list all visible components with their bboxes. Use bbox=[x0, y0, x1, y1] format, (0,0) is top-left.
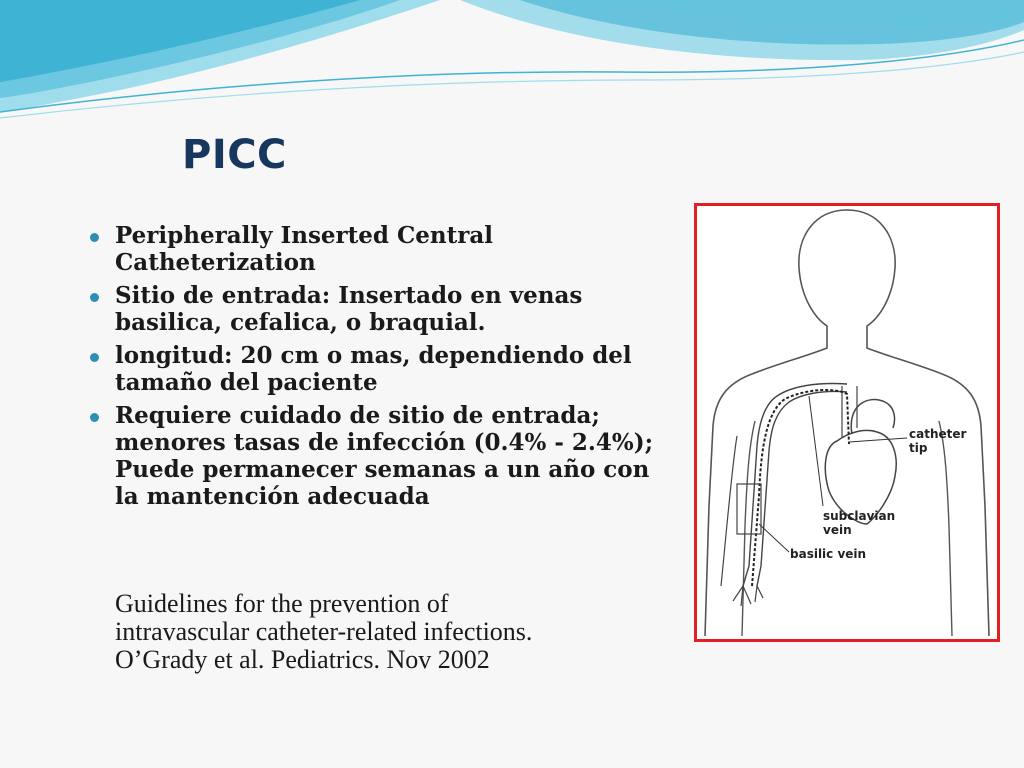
head-outline-right bbox=[847, 210, 989, 636]
bullet-text: Requiere cuidado de sitio de entrada; menores tasas de infección (0.4% - 2.4%); Puede permanecer semanas a un año con la mantención adecuada bbox=[115, 402, 654, 510]
reference-citation bbox=[115, 590, 675, 674]
left-arm-contour bbox=[742, 421, 755, 636]
right-arm-contour bbox=[939, 421, 952, 636]
bullet-dot-icon bbox=[90, 293, 99, 302]
bullet-item bbox=[90, 282, 680, 336]
reference-line: Guidelines for the prevention of bbox=[115, 589, 449, 618]
bullet-dot-icon bbox=[90, 233, 99, 242]
bullet-item bbox=[90, 222, 680, 276]
picc-anatomy-figure bbox=[694, 203, 1000, 642]
bullet-item bbox=[90, 342, 680, 396]
bullet-text: longitud: 20 cm o mas, dependiendo del tamaño del paciente bbox=[115, 342, 632, 396]
catheter-tip-leader bbox=[849, 438, 907, 442]
subclavian-label-line2: vein bbox=[823, 523, 852, 537]
cephalic-vein bbox=[721, 436, 737, 586]
subclavian-label-line1: subclavian bbox=[823, 509, 896, 523]
bullet-list bbox=[90, 222, 680, 516]
reference-line: O’Grady et al. Pediatrics. Nov 2002 bbox=[115, 645, 490, 674]
slide-title: PICC bbox=[182, 132, 287, 178]
bullet-item bbox=[90, 402, 680, 510]
subclavian-leader bbox=[809, 396, 823, 506]
reference-line: intravascular catheter-related infections. bbox=[115, 617, 533, 646]
bullet-dot-icon bbox=[90, 353, 99, 362]
picc-diagram bbox=[697, 206, 997, 639]
forearm-vessels bbox=[733, 586, 763, 606]
bullet-dot-icon bbox=[90, 413, 99, 422]
basilic-vein-label: basilic vein bbox=[790, 547, 867, 561]
catheter-tip-label-line2: tip bbox=[909, 441, 928, 455]
bullet-text: Sitio de entrada: Insertado en venas basilica, cefalica, o braquial. bbox=[115, 282, 583, 336]
catheter-tip-label-line1: catheter bbox=[909, 427, 967, 441]
header-wave-decoration bbox=[0, 0, 1024, 130]
head-outline bbox=[705, 210, 847, 636]
aorta bbox=[851, 400, 894, 434]
bullet-text: Peripherally Inserted Central Catheterization bbox=[115, 222, 494, 276]
